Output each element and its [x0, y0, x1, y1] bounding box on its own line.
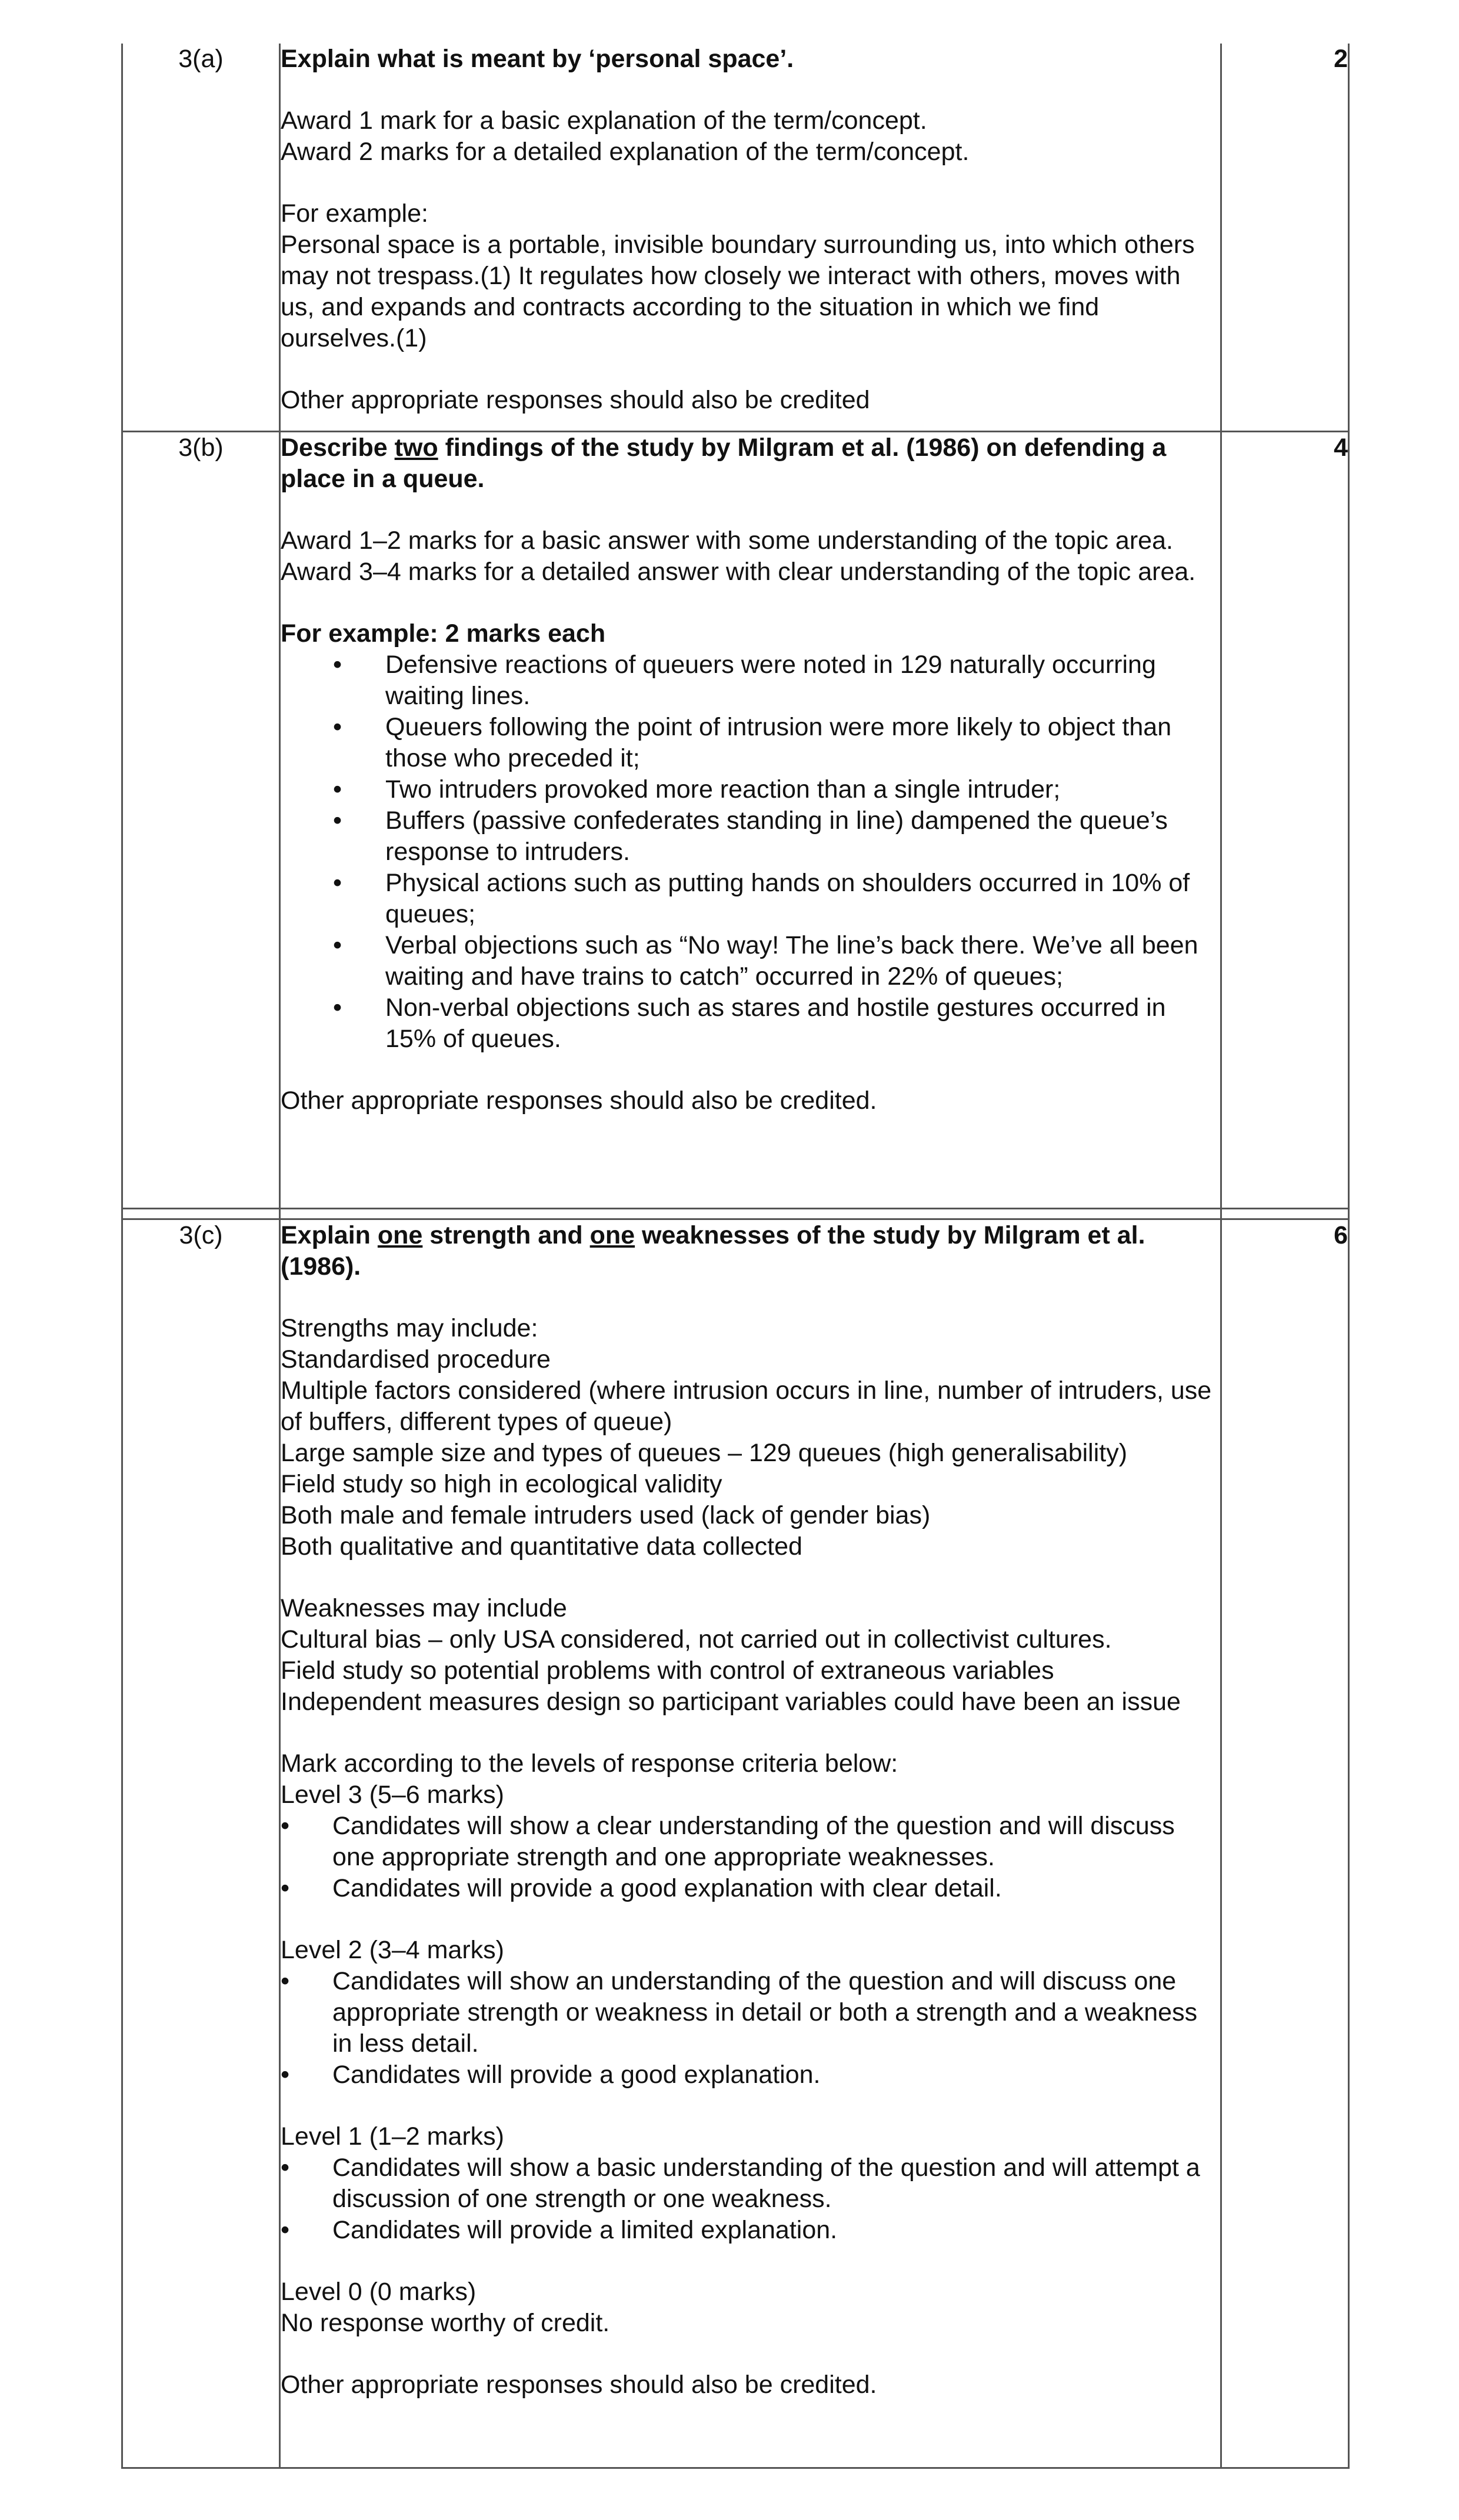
award-line: Award 1–2 marks for a basic answer with some understanding of the topic area.	[281, 526, 1173, 555]
strength-item: Standardised procedure	[281, 1345, 551, 1374]
question-number: 3(c)	[122, 1219, 280, 2468]
credit-note: Other appropriate responses should also be credited	[281, 386, 870, 414]
level-title: Level 1 (1–2 marks)	[281, 2122, 504, 2151]
emphasis-underline: one	[589, 1221, 635, 1249]
list-item: • Defensive reactions of queuers were noted in 129 naturally occurring waiting lines.	[281, 649, 1220, 712]
findings-list	[281, 649, 1220, 1055]
strength-item: Field study so high in ecological validity	[281, 1470, 722, 1498]
level-text: No response worthy of credit.	[281, 2309, 610, 2337]
weaknesses-heading: Weaknesses may include	[281, 1594, 567, 1622]
question-text: Explain one strength and one weaknesses of the study by Milgram et al. (1986).	[281, 1221, 1145, 1281]
question-number: 3(b)	[122, 432, 280, 1209]
level-criteria-list	[281, 1811, 1220, 1904]
question-text: Describe two findings of the study by Milgram et al. (1986) on defending a place in a queue.	[281, 434, 1167, 493]
row-separator	[122, 1209, 1349, 1219]
example-heading: For example: 2 marks each	[281, 619, 606, 648]
question-row-3c	[122, 1219, 1349, 2468]
level-criteria-list	[281, 2152, 1220, 2246]
answer-cell	[280, 44, 1221, 432]
list-item: • Candidates will provide a good explanation with clear detail.	[281, 1873, 1220, 1904]
award-line: Award 2 marks for a detailed explanation of the term/concept.	[281, 138, 970, 166]
strengths-heading: Strengths may include:	[281, 1314, 538, 1342]
list-item: • Candidates will provide a limited explanation.	[281, 2215, 1220, 2246]
question-number: 3(a)	[122, 44, 280, 432]
question-row-3a	[122, 44, 1349, 432]
list-item: • Buffers (passive confederates standing in line) dampened the queue’s response to intruders.	[281, 805, 1220, 868]
credit-note: Other appropriate responses should also be credited.	[281, 1086, 877, 1115]
weakness-item: Field study so potential problems with control of extraneous variables	[281, 1656, 1054, 1685]
strength-item: Both qualitative and quantitative data collected	[281, 1532, 802, 1561]
list-item: • Candidates will provide a good explanation.	[281, 2059, 1220, 2091]
level-criteria-list	[281, 1966, 1220, 2091]
credit-note: Other appropriate responses should also be credited.	[281, 2371, 877, 2399]
weakness-item: Independent measures design so participant variables could have been an issue	[281, 1688, 1181, 1716]
answer-cell	[280, 432, 1221, 1209]
level-title: Level 3 (5–6 marks)	[281, 1781, 504, 1809]
level-title: Level 0 (0 marks)	[281, 2278, 477, 2306]
emphasis-underline: one	[377, 1221, 423, 1249]
list-item: • Verbal objections such as “No way! The line’s back there. We’ve all been waiting and have trains to catch” occurred in 22% of queues;	[281, 930, 1220, 992]
list-item: • Queuers following the point of intrusion were more likely to object than those who preceded it;	[281, 712, 1220, 774]
marks-value: 2	[1221, 44, 1349, 432]
question-row-3b	[122, 432, 1349, 1209]
strength-item: Both male and female intruders used (lack of gender bias)	[281, 1501, 931, 1529]
marks-value: 6	[1221, 1219, 1349, 2468]
mark-scheme-table	[121, 44, 1350, 2469]
strength-item: Multiple factors considered (where intrusion occurs in line, number of intruders, use of buffers, different types of queue)	[281, 1376, 1212, 1436]
list-item: • Candidates will show a clear understanding of the question and will discuss one appropriate strength and one appropriate weaknesses.	[281, 1811, 1220, 1873]
marks-value: 4	[1221, 432, 1349, 1209]
levels-intro: Mark according to the levels of response criteria below:	[281, 1749, 898, 1778]
list-item: • Candidates will show a basic understanding of the question and will attempt a discussion of one strength or one weakness.	[281, 2152, 1220, 2215]
question-text: Explain what is meant by ‘personal space’.	[281, 45, 794, 73]
weakness-item: Cultural bias – only USA considered, not carried out in collectivist cultures.	[281, 1625, 1112, 1654]
list-item: • Non-verbal objections such as stares and hostile gestures occurred in 15% of queues.	[281, 992, 1220, 1055]
award-line: Award 3–4 marks for a detailed answer with clear understanding of the topic area.	[281, 558, 1196, 586]
list-item: • Two intruders provoked more reaction than a single intruder;	[281, 774, 1220, 805]
level-title: Level 2 (3–4 marks)	[281, 1936, 504, 1964]
list-item: • Candidates will show an understanding of the question and will discuss one appropriate strength or weakness in detail or both a strength and a weakness in less detail.	[281, 1966, 1220, 2059]
list-item: • Physical actions such as putting hands on shoulders occurred in 10% of queues;	[281, 868, 1220, 930]
example-heading: For example:	[281, 199, 428, 228]
answer-cell	[280, 1219, 1221, 2468]
emphasis-underline: two	[394, 434, 438, 462]
strength-item: Large sample size and types of queues – 129 queues (high generalisability)	[281, 1439, 1128, 1467]
example-text: Personal space is a portable, invisible boundary surrounding us, into which others may not trespass.(1) It regulates how closely we interact with others, moves with us, and expands and contracts according to the situation in which we find ourselves.(1)	[281, 231, 1195, 352]
award-line: Award 1 mark for a basic explanation of the term/concept.	[281, 106, 927, 135]
